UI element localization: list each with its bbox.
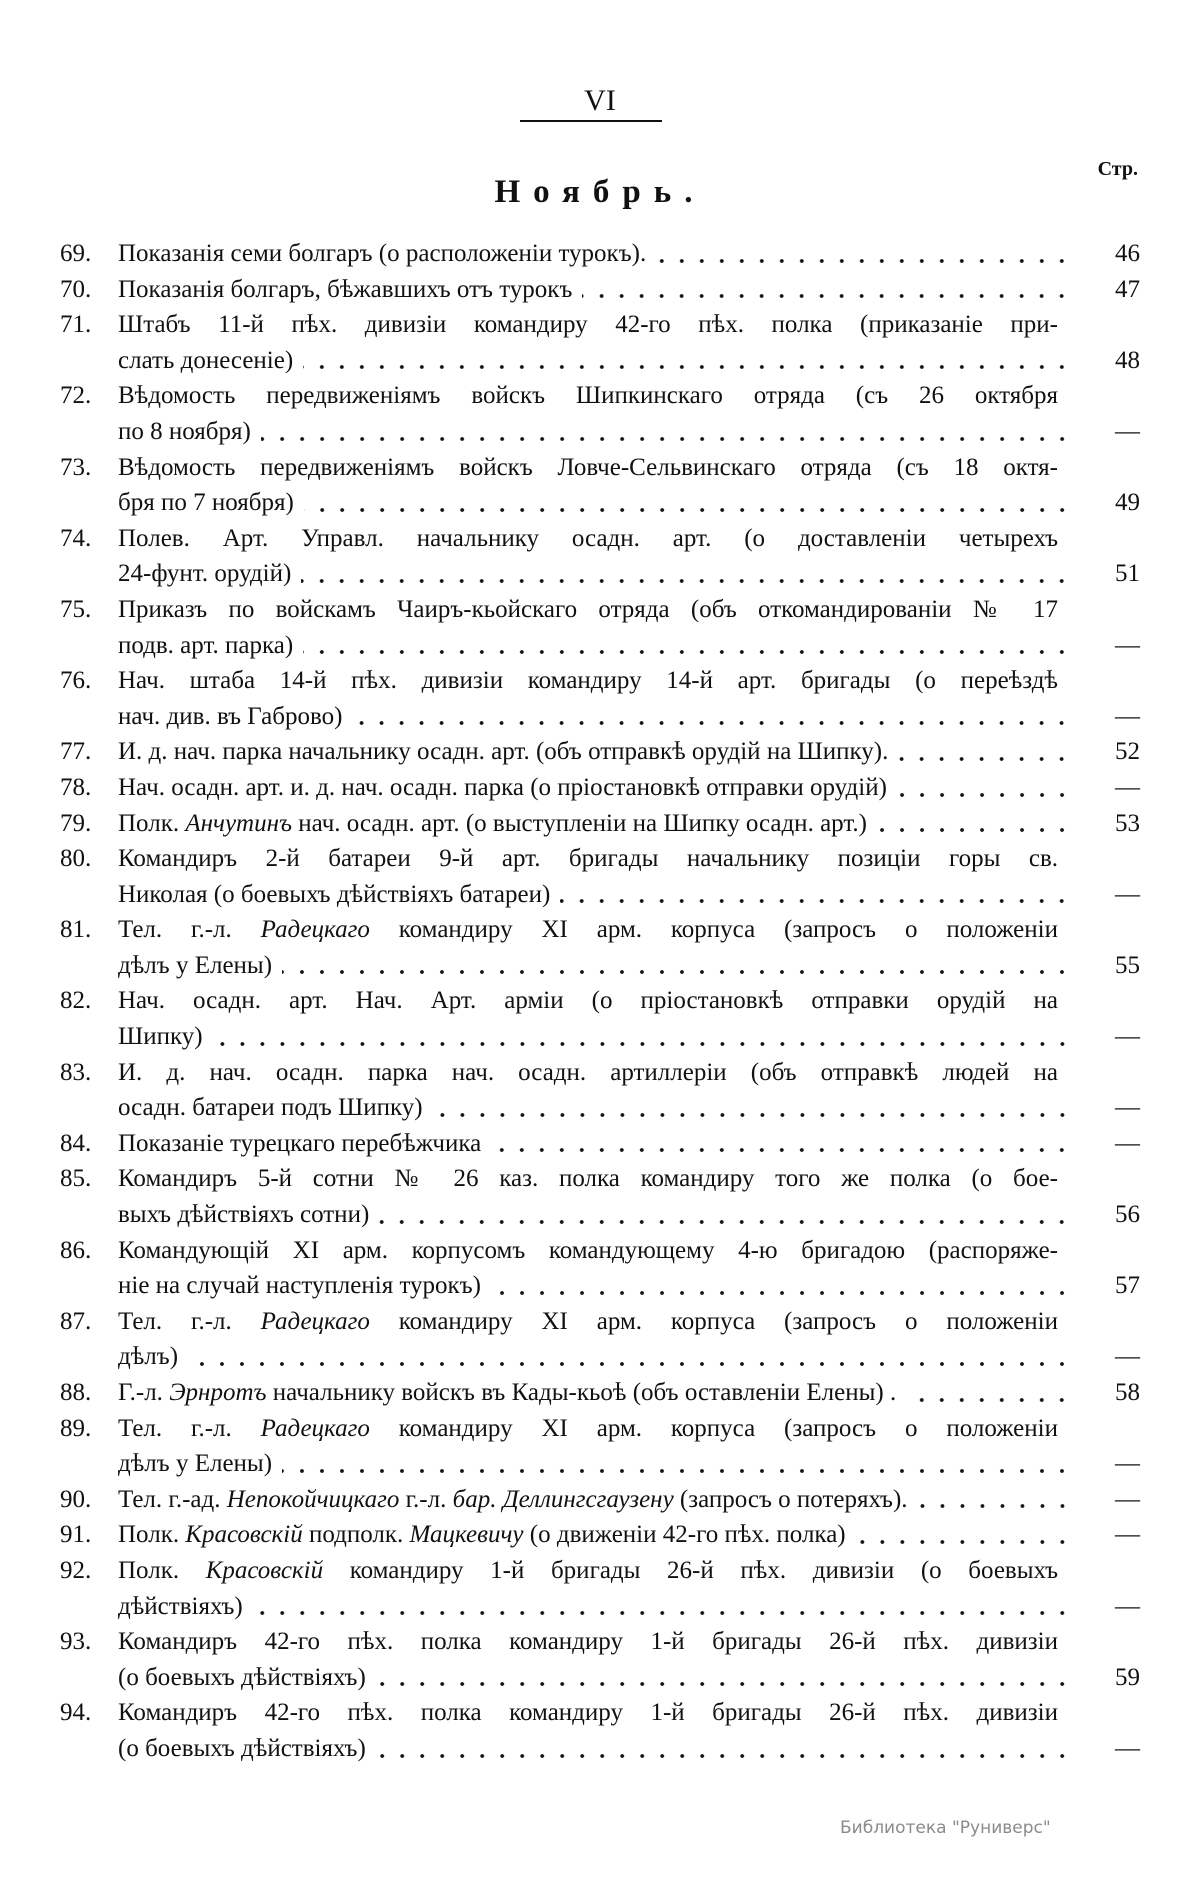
text-segment: Штабъ 11-й пѣх. дивизіи командиру 42-го пѣх. полка (приказаніе при- — [118, 311, 1058, 339]
entry-line — [118, 1660, 1140, 1696]
toc-entry — [60, 770, 1140, 806]
entry-text — [118, 983, 1058, 1019]
dot-leader — [188, 1359, 1072, 1369]
entry-text — [118, 699, 342, 735]
text-segment: Показанія болгаръ, бѣжавшихъ отъ турокъ — [118, 275, 573, 303]
text-segment: Полк. — [118, 1521, 186, 1549]
person-name: Радецкаго — [260, 1307, 370, 1335]
page-number: — — [1115, 1485, 1140, 1513]
text-segment: Приказъ по войскамъ Чаиръ-кьойскаго отряда (объ откомандированіи № 17 — [118, 595, 1058, 623]
entry-line — [118, 592, 1140, 628]
person-name: Красовскій — [185, 1521, 303, 1549]
text-segment: Командиръ 5-й сотни № 26 каз. полка командиру того же полка (о бое- — [118, 1165, 1058, 1193]
entry-body — [118, 236, 1140, 272]
text-segment: командиру XI арм. корпуса (запросъ о положеніи — [369, 1307, 1058, 1335]
entry-line — [118, 556, 1140, 592]
entry-number: 69. — [60, 240, 92, 267]
entry-number: 93. — [60, 1628, 92, 1656]
entry-text — [118, 1731, 366, 1767]
entry-text — [118, 236, 646, 272]
entry-body — [118, 1233, 1140, 1304]
entry-text — [118, 877, 550, 913]
entry-line — [118, 307, 1140, 343]
entry-number: 85. — [60, 1165, 92, 1193]
text-segment: Тел. г.-ад. — [118, 1485, 227, 1513]
text-segment: Полк. — [118, 1556, 206, 1584]
entry-text — [118, 806, 867, 842]
page-folio: VI — [584, 84, 616, 117]
entry-number: 90. — [60, 1485, 92, 1513]
entry-body — [118, 1553, 1140, 1624]
toc-entry — [60, 1126, 1140, 1162]
dot-leader — [560, 896, 1072, 906]
entry-text — [118, 912, 1058, 948]
entry-line — [118, 770, 1140, 806]
page-number: 48 — [1115, 346, 1140, 374]
person-name: Анчутинъ — [185, 809, 292, 837]
entry-text — [118, 1660, 366, 1696]
page-number: 52 — [1115, 738, 1140, 766]
text-segment: Командиръ 42-го пѣх. полка командиру 1-й бригады 26-й пѣх. дивизіи — [118, 1699, 1058, 1727]
entry-line — [118, 628, 1140, 664]
dot-leader — [303, 647, 1072, 657]
entry-number: 70. — [60, 275, 92, 303]
text-segment: Шипку) — [118, 1023, 203, 1051]
page-column-label: Стр. — [1097, 158, 1138, 180]
entry-body — [118, 1517, 1140, 1553]
entry-text — [118, 1517, 846, 1553]
dot-leader — [856, 1537, 1072, 1547]
text-segment: Командующій XI арм. корпусомъ командующему 4-ю бригадою (распоряже- — [118, 1236, 1058, 1264]
toc-entry — [60, 841, 1140, 912]
page-number: 57 — [1115, 1272, 1140, 1300]
entry-line — [118, 1197, 1140, 1233]
text-segment: начальнику войскъ въ Кады-кьоѣ (объ оставленіи Елены) . — [266, 1379, 897, 1406]
page-number: — — [1115, 417, 1140, 445]
dot-leader — [261, 434, 1072, 444]
entry-number: 79. — [60, 809, 92, 837]
table-of-contents — [60, 236, 1140, 1767]
toc-entry — [60, 663, 1140, 734]
dot-leader — [282, 1466, 1072, 1476]
text-segment: по 8 ноября) — [118, 417, 251, 445]
entry-body — [118, 1411, 1140, 1482]
page-number: 46 — [1115, 240, 1140, 267]
page-number: — — [1115, 1592, 1140, 1620]
entry-text — [118, 1411, 1058, 1447]
entry-line — [118, 521, 1140, 557]
text-segment: осадн. батареи подъ Шипку) — [118, 1094, 423, 1122]
entry-line — [118, 343, 1140, 379]
entry-body — [118, 1161, 1140, 1232]
person-name: Мацкевичу — [409, 1521, 524, 1549]
entry-body — [118, 841, 1140, 912]
entry-line — [118, 1446, 1140, 1482]
entry-text — [118, 592, 1058, 628]
toc-entry — [60, 1375, 1140, 1411]
entry-number: 81. — [60, 916, 92, 944]
entry-line — [118, 1019, 1140, 1055]
entry-text — [118, 1090, 423, 1126]
toc-entry — [60, 806, 1140, 842]
text-segment: дѣлъ у Елены) — [118, 1450, 273, 1478]
entry-line — [118, 1482, 1140, 1518]
entry-text — [118, 1233, 1058, 1269]
entry-line — [118, 1731, 1140, 1767]
entry-line — [118, 1161, 1140, 1197]
page-number: — — [1115, 1734, 1140, 1762]
entry-text — [118, 1268, 481, 1304]
entry-text — [118, 663, 1058, 699]
entry-line — [118, 663, 1140, 699]
dot-leader — [352, 718, 1072, 728]
entry-body — [118, 450, 1140, 521]
dot-leader — [376, 1751, 1072, 1761]
entry-number: 71. — [60, 311, 92, 339]
toc-entry — [60, 1055, 1140, 1126]
entry-number: 86. — [60, 1236, 92, 1264]
entry-text — [118, 1126, 481, 1162]
person-name: Радецкаго — [260, 1414, 370, 1442]
text-segment: командиру 1-й бригады 26-й пѣх. дивизіи (о боевыхъ — [323, 1556, 1058, 1584]
entry-text — [118, 1695, 1058, 1731]
dot-leader — [433, 1110, 1072, 1120]
text-segment: ніе на случай наступленія турокъ) — [118, 1272, 481, 1300]
text-segment: Нач. осадн. арт. и. д. нач. осадн. парка (о пріостановкѣ отправки орудій) — [118, 773, 887, 801]
page-number: — — [1115, 1450, 1140, 1478]
entry-text — [118, 1019, 203, 1055]
page-number: 58 — [1115, 1379, 1140, 1406]
entry-line — [118, 841, 1140, 877]
entry-text — [118, 450, 1058, 486]
page-number: — — [1115, 702, 1140, 730]
text-segment: командиру XI арм. корпуса (запросъ о положеніи — [369, 1414, 1058, 1442]
entry-number: 82. — [60, 987, 92, 1015]
text-segment: Тел. г.-л. — [118, 1414, 261, 1442]
text-segment: выхъ дѣйствіяхъ сотни) — [118, 1201, 370, 1229]
entry-text — [118, 1055, 1058, 1091]
toc-entry — [60, 236, 1140, 272]
entry-line — [118, 1126, 1140, 1162]
entry-line — [118, 1233, 1140, 1269]
text-segment: Тел. г.-л. — [118, 1307, 261, 1335]
entry-line — [118, 1268, 1140, 1304]
text-segment: Вѣдомость передвиженіямъ войскъ Ловче-Сельвинскаго отряда (съ 18 октя- — [118, 453, 1058, 481]
entry-text — [118, 770, 887, 806]
entry-number: 76. — [60, 667, 92, 695]
entry-text — [118, 1375, 896, 1411]
text-segment: Нач. штаба 14-й пѣх. дивизіи командиру 14-й арт. бригады (о переѣздѣ — [118, 667, 1058, 695]
entry-body — [118, 1482, 1140, 1518]
toc-entry — [60, 272, 1140, 308]
text-segment: дѣлъ у Елены) — [118, 951, 273, 979]
entry-line — [118, 1339, 1140, 1375]
text-segment: И. д. нач. осадн. парка нач. осадн. артиллеріи (объ отправкѣ людей на — [118, 1058, 1058, 1086]
entry-text — [118, 1304, 1058, 1340]
dot-leader — [379, 1217, 1072, 1227]
entry-body — [118, 592, 1140, 663]
text-segment: слать донесеніе) — [118, 346, 294, 374]
dot-leader — [303, 362, 1072, 372]
folio-rule — [520, 120, 662, 122]
dot-leader — [304, 505, 1072, 515]
dot-leader — [376, 1679, 1072, 1689]
entry-body — [118, 734, 1140, 770]
entry-number: 80. — [60, 845, 92, 873]
dot-leader — [918, 1501, 1072, 1511]
entry-body — [118, 378, 1140, 449]
text-segment: дѣйствіяхъ) — [118, 1592, 243, 1620]
entry-line — [118, 236, 1140, 272]
page-number: — — [1115, 773, 1140, 801]
page-number: 47 — [1115, 275, 1140, 303]
person-name: бар. Деллингсгаузену — [452, 1485, 674, 1513]
entry-line — [118, 806, 1140, 842]
entry-text — [118, 378, 1058, 414]
page-number: 53 — [1115, 809, 1140, 837]
entry-body — [118, 1624, 1140, 1695]
entry-line — [118, 1695, 1140, 1731]
text-segment: нач. див. въ Габрово) — [118, 702, 343, 730]
entry-text — [118, 307, 1058, 343]
text-segment: Г.-л. — [118, 1379, 170, 1406]
text-segment: Нач. осадн. арт. Нач. Арт. арміи (о пріостановкѣ отправки орудій на — [118, 987, 1058, 1015]
entry-line — [118, 485, 1140, 521]
text-segment: подполк. — [302, 1521, 410, 1549]
entry-body — [118, 521, 1140, 592]
entry-number: 84. — [60, 1129, 92, 1157]
watermark: Библиотека "Руниверс" — [840, 1818, 1051, 1838]
toc-entry — [60, 450, 1140, 521]
entry-line — [118, 1304, 1140, 1340]
text-segment: Показаніе турецкаго перебѣжчика — [118, 1129, 482, 1157]
entry-number: 75. — [60, 595, 92, 623]
page-number: 51 — [1115, 560, 1140, 588]
text-segment: Полк. — [118, 809, 186, 837]
entry-body — [118, 770, 1140, 806]
entry-number: 92. — [60, 1556, 92, 1584]
text-segment: дѣлъ) — [118, 1343, 179, 1371]
toc-entry — [60, 307, 1140, 378]
entry-text — [118, 1446, 272, 1482]
entry-line — [118, 1375, 1140, 1411]
toc-entry — [60, 983, 1140, 1054]
dot-leader — [906, 1395, 1072, 1405]
entry-line — [118, 699, 1140, 735]
toc-entry — [60, 912, 1140, 983]
dot-leader — [213, 1039, 1072, 1049]
text-segment: Командиръ 2-й батареи 9-й арт. бригады начальнику позиціи горы св. — [118, 845, 1058, 873]
page-number: — — [1115, 1521, 1140, 1549]
toc-entry — [60, 1161, 1140, 1232]
text-segment: Полев. Арт. Управл. начальнику осадн. арт. (о доставленіи четырехъ — [118, 524, 1058, 552]
entry-line — [118, 1553, 1140, 1589]
dot-leader — [656, 256, 1072, 266]
entry-text — [118, 1553, 1058, 1589]
entry-text — [118, 1161, 1058, 1197]
entry-text — [118, 1482, 908, 1518]
entry-number: 94. — [60, 1699, 92, 1727]
entry-number: 87. — [60, 1307, 92, 1335]
entry-text — [118, 521, 1058, 557]
entry-body — [118, 983, 1140, 1054]
page-number: — — [1115, 1023, 1140, 1051]
text-segment: подв. арт. парка) — [118, 631, 294, 659]
text-segment: Показанія семи болгаръ (о расположеніи турокъ). — [118, 240, 647, 267]
person-name: Эрнротъ — [169, 1379, 267, 1406]
page-number: — — [1115, 1343, 1140, 1371]
dot-leader — [582, 291, 1072, 301]
entry-line — [118, 912, 1140, 948]
entry-body — [118, 1126, 1140, 1162]
dot-leader — [491, 1288, 1072, 1298]
entry-line — [118, 414, 1140, 450]
toc-entry — [60, 1695, 1140, 1766]
entry-body — [118, 912, 1140, 983]
page-number: 55 — [1115, 951, 1140, 979]
toc-entry — [60, 1553, 1140, 1624]
entry-body — [118, 307, 1140, 378]
toc-entry — [60, 592, 1140, 663]
dot-leader — [253, 1608, 1072, 1618]
entry-text — [118, 628, 293, 664]
entry-text — [118, 734, 888, 770]
toc-entry — [60, 1304, 1140, 1375]
person-name: Непокойчицкаго — [226, 1485, 400, 1513]
text-segment: (о боевыхъ дѣйствіяхъ) — [118, 1663, 366, 1691]
text-segment: нач. осадн. арт. (о выступленіи на Шипку осадн. арт.) — [292, 809, 867, 837]
page-number: — — [1115, 1129, 1140, 1157]
entry-number: 83. — [60, 1058, 92, 1086]
dot-leader — [491, 1145, 1072, 1155]
person-name: Радецкаго — [260, 916, 370, 944]
text-segment: Николая (о боевыхъ дѣйствіяхъ батареи) — [118, 880, 551, 908]
text-segment: бря по 7 ноября) — [118, 489, 294, 517]
text-segment: (о боевыхъ дѣйствіяхъ) — [118, 1734, 366, 1762]
entry-line — [118, 1589, 1140, 1625]
person-name: Красовскій — [205, 1556, 324, 1584]
entry-line — [118, 877, 1140, 913]
entry-text — [118, 841, 1058, 877]
entry-body — [118, 663, 1140, 734]
entry-text — [118, 556, 291, 592]
toc-entry — [60, 1624, 1140, 1695]
toc-entry — [60, 1233, 1140, 1304]
text-segment: Тел. г.-л. — [118, 916, 261, 944]
toc-entry — [60, 1482, 1140, 1518]
toc-entry — [60, 734, 1140, 770]
entry-text — [118, 1339, 178, 1375]
entry-number: 73. — [60, 453, 92, 481]
entry-line — [118, 1055, 1140, 1091]
entry-number: 74. — [60, 524, 92, 552]
entry-text — [118, 1624, 1058, 1660]
page-number: 56 — [1115, 1201, 1140, 1229]
entry-line — [118, 450, 1140, 486]
entry-body — [118, 1304, 1140, 1375]
text-segment: г.-л. — [399, 1485, 453, 1513]
entry-text — [118, 414, 251, 450]
entry-line — [118, 1624, 1140, 1660]
entry-body — [118, 272, 1140, 308]
text-segment: И. д. нач. парка начальнику осадн. арт. (объ отправкѣ орудій на Шипку). — [118, 738, 889, 766]
dot-leader — [898, 754, 1072, 764]
text-segment: Вѣдомость передвиженіямъ войскъ Шипкинскаго отряда (съ 26 октября — [118, 382, 1058, 410]
entry-text — [118, 1589, 243, 1625]
page-number: — — [1115, 631, 1140, 659]
page-number: 49 — [1115, 489, 1140, 517]
entry-line — [118, 378, 1140, 414]
page-number: 59 — [1115, 1663, 1140, 1691]
entry-text — [118, 343, 293, 379]
entry-text — [118, 485, 294, 521]
text-segment: Командиръ 42-го пѣх. полка командиру 1-й бригады 26-й пѣх. дивизіи — [118, 1628, 1058, 1656]
dot-leader — [897, 790, 1072, 800]
entry-text — [118, 272, 572, 308]
entry-body — [118, 1375, 1140, 1411]
entry-line — [118, 734, 1140, 770]
entry-number: 91. — [60, 1521, 92, 1549]
dot-leader — [877, 825, 1072, 835]
entry-text — [118, 1197, 369, 1233]
entry-number: 89. — [60, 1414, 92, 1442]
entry-number: 88. — [60, 1379, 92, 1406]
entry-line — [118, 948, 1140, 984]
toc-entry — [60, 521, 1140, 592]
entry-number: 78. — [60, 773, 92, 801]
entry-number: 77. — [60, 738, 92, 766]
entry-body — [118, 1695, 1140, 1766]
toc-entry — [60, 1517, 1140, 1553]
toc-entry — [60, 1411, 1140, 1482]
entry-number: 72. — [60, 382, 92, 410]
entry-line — [118, 1411, 1140, 1447]
toc-entry — [60, 378, 1140, 449]
dot-leader — [301, 576, 1072, 586]
entry-line — [118, 1517, 1140, 1553]
section-title: Ноябрь. — [494, 174, 706, 210]
page-number: — — [1115, 1094, 1140, 1122]
page-number: — — [1115, 880, 1140, 908]
text-segment: (запросъ о потеряхъ). — [673, 1485, 908, 1513]
text-segment: 24-фунт. орудій) — [118, 560, 292, 588]
entry-line — [118, 1090, 1140, 1126]
text-segment: (о движеніи 42-го пѣх. полка) — [523, 1521, 846, 1549]
entry-line — [118, 272, 1140, 308]
entry-text — [118, 948, 272, 984]
text-segment: командиру XI арм. корпуса (запросъ о положеніи — [369, 916, 1058, 944]
entry-body — [118, 806, 1140, 842]
entry-body — [118, 1055, 1140, 1126]
entry-line — [118, 983, 1140, 1019]
dot-leader — [282, 967, 1072, 977]
